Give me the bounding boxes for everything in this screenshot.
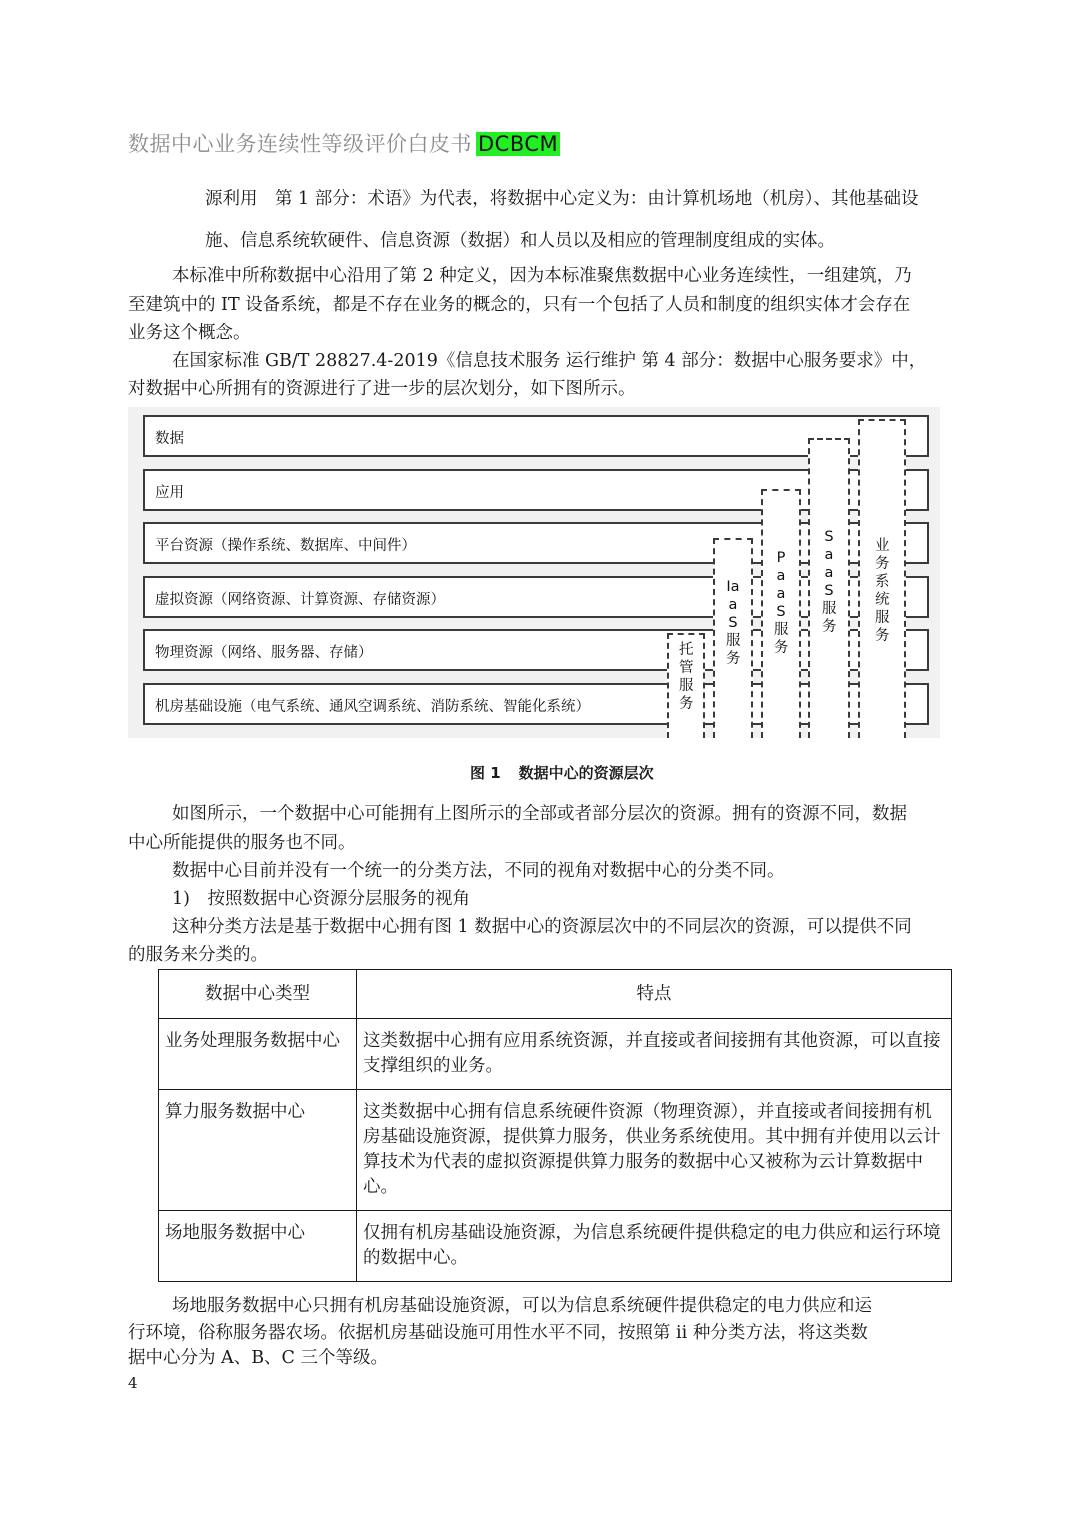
table-row [159,1211,952,1282]
header-title: 数据中心业务连续性等级评价白皮书 [128,132,472,156]
paragraph-line: 对数据中心所拥有的资源进行了进一步的层次划分，如下图所示。 [128,379,636,399]
caption-number: 图 1 [470,764,501,782]
table-row [159,1019,952,1090]
layer-label: 平台资源（操作系统、数据库、中间件） [155,538,416,554]
layer-label: 机房基础设施（电气系统、通风空调系统、消防系统、智能化系统） [155,699,590,715]
table-cell-desc: 仅拥有机房基础设施资源，为信息系统硬件提供稳定的电力供应和运行环境的数据中心。 [357,1211,952,1282]
figure-caption [470,762,654,783]
paragraph-line: 行环境，俗称服务器农场。依据机房基础设施可用性水平不同，按照第 ii 种分类方法，将这类数 [128,1323,868,1343]
service-iaas [713,538,753,738]
service-label: PaaS服务 [774,550,789,656]
table-header-cell: 数据中心类型 [159,970,357,1019]
service-saas [808,438,850,738]
paragraph-line: 在国家标准 GB/T 28827.4-2019《信息技术服务 运行维护 第 4 部分：数据中心服务要求》中， [172,351,927,371]
table-cell-type: 业务处理服务数据中心 [159,1019,357,1090]
table-cell-type: 算力服务数据中心 [159,1090,357,1211]
paragraph-line: 如图所示，一个数据中心可能拥有上图所示的全部或者部分层次的资源。拥有的资源不同，数据 [172,804,907,824]
paragraph-line: 源利用 第 1 部分：术语》为代表，将数据中心定义为：由计算机场地（机房）、其他基础设 [205,189,919,209]
paragraph-line: 本标准中所称数据中心沿用了第 2 种定义，因为本标准聚焦数据中心业务连续性，一组建筑，乃 [172,266,912,286]
service-hosting [667,633,705,738]
paragraph-line: 业务这个概念。 [128,323,251,343]
table-row [159,1090,952,1211]
layer-label: 应用 [155,485,184,501]
datacenter-type-table [158,969,952,1282]
service-business-system [858,419,906,738]
paragraph-line: 中心所能提供的服务也不同。 [128,833,356,853]
layer-label: 物理资源（网络、服务器、存储） [155,645,373,661]
table-cell-desc: 这类数据中心拥有信息系统硬件资源（物理资源），并直接或者间接拥有机房基础设施资源，提供算力服务，供业务系统使用。其中拥有并使用以云计算技术为代表的虚拟资源提供算力服务的数据中心又被称为云计算数据中心。 [357,1090,952,1211]
document-header [128,128,560,158]
table-header-cell: 特点 [357,970,952,1019]
paragraph-line: 据中心分为 A、B、C 三个等级。 [128,1348,389,1368]
page-number: 4 [128,1374,138,1392]
table-header-row [159,970,952,1019]
paragraph-line: 施、信息系统软硬件、信息资源（数据）和人员以及相应的管理制度组成的实体。 [205,231,835,251]
paragraph-line: 场地服务数据中心只拥有机房基础设施资源，可以为信息系统硬件提供稳定的电力供应和运 [172,1296,872,1316]
caption-text: 数据中心的资源层次 [518,764,654,782]
paragraph-line: 的服务来分类的。 [128,945,268,965]
service-label: 托管服务 [679,642,694,712]
paragraph-line: 至建筑中的 IT 设备系统，都是不存在业务的概念的，只有一个包括了人员和制度的组织实体才会存在 [128,295,911,315]
service-label: IaaS服务 [726,579,741,667]
service-label: 业务系统服务 [875,538,890,644]
layer-label: 虚拟资源（网络资源、计算资源、存储资源） [155,592,445,608]
resource-layer-figure [128,407,940,738]
paragraph-line: 数据中心目前并没有一个统一的分类方法，不同的视角对数据中心的分类不同。 [172,861,785,881]
table-cell-type: 场地服务数据中心 [159,1211,357,1282]
paragraph-line: 这种分类方法是基于数据中心拥有图 1 数据中心的资源层次中的不同层次的资源，可以提供不同 [172,917,912,937]
paragraph-line: 1) 按照数据中心资源分层服务的视角 [172,889,470,909]
table-cell-desc: 这类数据中心拥有应用系统资源，并直接或者间接拥有其他资源，可以直接支撑组织的业务。 [357,1019,952,1090]
service-paas [761,489,801,738]
header-tag: DCBCM [478,132,559,156]
service-label: SaaS服务 [822,529,837,635]
layer-label: 数据 [155,431,184,447]
